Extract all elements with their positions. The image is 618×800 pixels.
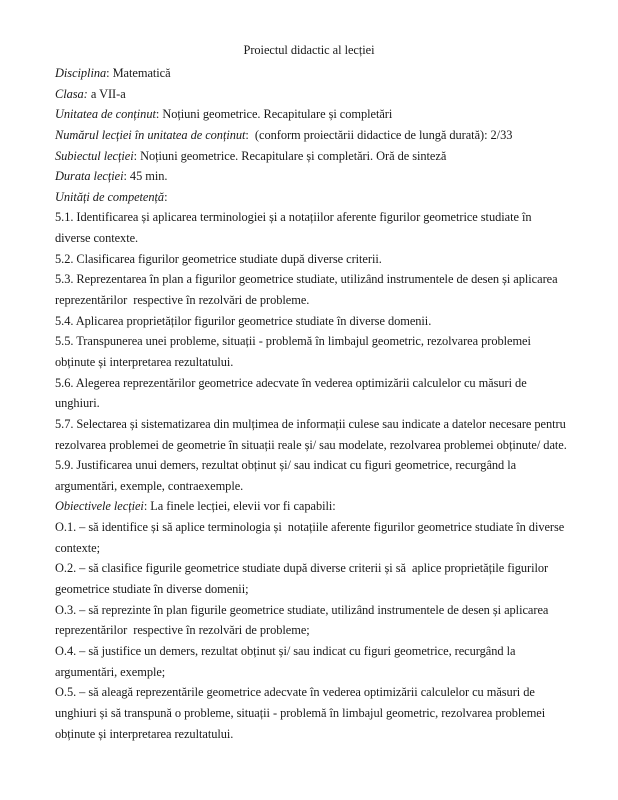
competency-item [55, 455, 575, 496]
objective-item-line: obținute și interpretarea rezultatului. [55, 726, 234, 741]
field-line [55, 63, 575, 84]
competency-item-line: 5.3. Reprezentarea în plan a figurilor geometrice studiate, utilizând instrumentele de desen și aplicarea [55, 272, 558, 287]
objective-item-line: O.4. – să justifice un demers, rezultat obținut și/ sau indicat cu figuri geometrice, recurgând la [55, 643, 516, 658]
field-label: Numărul lecției în unitatea de conținut [55, 127, 246, 142]
field-label: Unitatea de conținut [55, 107, 156, 122]
competency-item [55, 414, 575, 455]
competency-item-line: 5.7. Selectarea și sistematizarea din mulțimea de informații culese sau indicate a datelor necesare pentru [55, 416, 566, 431]
objective-item-line: geometrice studiate în diverse domenii; [55, 582, 249, 597]
competency-item-line: rezolvarea problemei de geometrie în situații reale și/ sau modelate, rezolvarea problemei obținute/ date. [55, 437, 567, 452]
competency-item [55, 331, 575, 372]
competency-item-line: 5.2. Clasificarea figurilor geometrice studiate după diverse criterii. [55, 251, 382, 266]
objective-item-line: contexte; [55, 540, 100, 555]
field-label: Disciplina [55, 66, 107, 80]
competency-item-line: 5.5. Transpunerea unei probleme, situații - problemă în limbajul geometric, rezolvarea problemei [55, 334, 531, 349]
field-value: (conform proiectării didactice de lungă durată): 2/33 [254, 127, 513, 142]
field-line [55, 166, 575, 187]
field-line [55, 125, 575, 146]
objectives-heading [55, 496, 575, 517]
field-separator: : [155, 107, 163, 122]
document-title: Proiectul didactic al lecției [243, 43, 375, 57]
objective-item-line: unghiuri și să transpună o probleme, situații - problemă în limbajul geometric, rezolvarea problemei [55, 705, 546, 720]
competency-item-line: diverse contexte. [55, 231, 139, 246]
field-label: Subiectul lecției [55, 148, 134, 163]
field-separator: : [106, 66, 113, 80]
field-line [55, 84, 575, 105]
objective-item-line: reprezentărilor respective în rezolvări de probleme; [55, 623, 310, 638]
field-label: Clasa: [55, 86, 88, 101]
field-separator: : [123, 169, 130, 184]
competency-item-line: 5.6. Alegerea reprezentărilor geometrice adecvate în vederea optimizării calculelor cu măsuri de [55, 375, 527, 390]
competency-item [55, 207, 575, 248]
objective-list [55, 517, 575, 744]
field-label: Unități de competență [55, 189, 165, 204]
field-line [55, 104, 575, 125]
competency-item-line: 5.4. Aplicarea proprietăților figurilor geometrice studiate în diverse domenii. [55, 313, 432, 328]
field-line [55, 187, 575, 208]
competency-item-line: 5.9. Justificarea unui demers, rezultat obținut și/ sau indicat cu figuri geometrice, recurgând la [55, 458, 517, 473]
field-separator: : [164, 189, 168, 204]
field-value: Noțiuni geometrice. Recapitulare și completări [162, 107, 393, 122]
objective-item [55, 600, 575, 641]
objective-item-line: O.5. – să aleagă reprezentările geometrice adecvate în vederea optimizării calculelor cu măsuri de [55, 685, 535, 700]
field-separator: : [133, 148, 141, 163]
objective-item [55, 517, 575, 558]
competency-item-line: reprezentărilor respective în rezolvări de probleme. [55, 293, 310, 308]
competency-list [55, 207, 575, 496]
field-line [55, 146, 575, 167]
competency-item [55, 249, 575, 270]
competency-item [55, 373, 575, 414]
field-value: 45 min. [129, 169, 168, 184]
field-separator: : [245, 127, 255, 142]
competency-item [55, 269, 575, 310]
competency-item [55, 311, 575, 332]
objective-item-line: O.3. – să reprezinte în plan figurile geometrice studiate, utilizând instrumentele de desen și aplicarea [55, 602, 549, 617]
objective-item [55, 641, 575, 682]
competency-item-line: unghiuri. [55, 396, 100, 411]
field-value: a VII-a [90, 86, 126, 101]
field-label: Durata lecției [55, 169, 124, 184]
field-value: Matematică [112, 66, 171, 80]
objectives-intro: : La finele lecției, elevii vor fi capabili: [143, 499, 336, 514]
objectives-label: Obiectivele lecției [55, 499, 144, 514]
objective-item [55, 682, 575, 744]
document-body [55, 63, 575, 744]
competency-item-line: obținute și interpretarea rezultatului. [55, 354, 234, 369]
field-value: Noțiuni geometrice. Recapitulare și completări. Oră de sinteză [140, 148, 447, 163]
objective-item [55, 558, 575, 599]
objective-item-line: O.2. – să clasifice figurile geometrice studiate după diverse criterii și să aplice proprietățile figurilor [55, 561, 549, 576]
objective-item-line: O.1. – să identifice și să aplice terminologia și notațiile aferente figurilor geometrice studiate în diverse [55, 520, 565, 535]
competency-item-line: 5.1. Identificarea și aplicarea terminologiei și a notațiilor aferente figurilor geometrice studiate în [55, 210, 532, 225]
competency-item-line: argumentări, exemple, contraexemple. [55, 478, 244, 493]
lesson-fields [55, 63, 575, 207]
objective-item-line: argumentări, exemple; [55, 664, 166, 679]
